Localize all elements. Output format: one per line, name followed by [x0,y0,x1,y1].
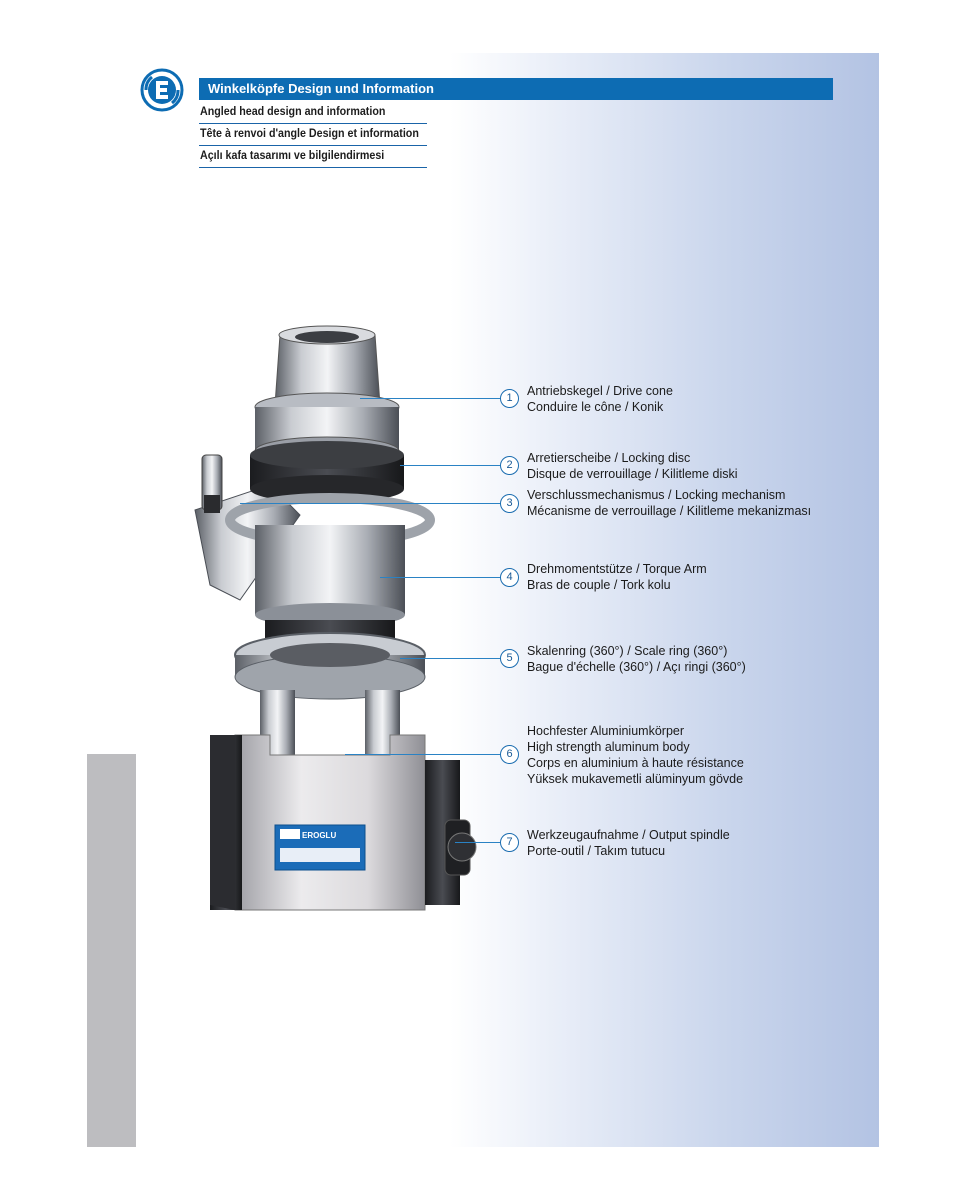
subtitle-french [199,125,427,146]
leader-line-4 [380,577,500,578]
callout-number-7: 7 [500,833,519,852]
eroglu-logo-icon [140,68,184,112]
leader-line-2 [400,465,500,466]
callout-number-2: 2 [500,456,519,475]
background-gradient-panel [450,53,879,1147]
leader-line-1 [360,398,500,399]
callout-number-4: 4 [500,568,519,587]
callout-line: Bague d'échelle (360°) / Açı ringi (360°) [527,660,746,674]
callout-line: Porte-outil / Takım tutucu [527,844,666,858]
callout-label-drive-cone [527,383,673,415]
subtitle-turkish-text: Açılı kafa tasarımı ve bilgilendirmesi [200,150,385,162]
callout-label-scale-ring [527,643,746,675]
subtitle-english [199,103,427,124]
callout-number-1: 1 [500,389,519,408]
leader-line-5 [400,658,500,659]
callout-line: Mécanisme de verrouillage / Kilitleme mekanizması [527,504,812,518]
leader-line-3 [240,503,500,504]
callout-line: High strength aluminum body [527,740,690,754]
callout-line: Werkzeugaufnahme / Output spindle [527,828,730,842]
callout-label-aluminum-body [527,723,744,787]
subtitle-english-text: Angled head design and information [200,106,386,118]
callout-label-output-spindle [527,827,730,859]
callout-number-3: 3 [500,494,519,513]
subtitle-french-text: Tête à renvoi d'angle Design et information [200,128,419,140]
callout-line: Verschlussmechanismus / Locking mechanism [527,488,786,502]
callout-line: Drehmomentstütze / Torque Arm [527,562,707,576]
callout-line: Bras de couple / Tork kolu [527,578,671,592]
callout-label-locking-disc [527,450,738,482]
callout-label-torque-arm [527,561,707,593]
page-title: Winkelköpfe Design und Information [208,81,434,96]
leader-line-6 [345,754,500,755]
callout-line: Corps en aluminium à haute résistance [527,756,744,770]
callout-number-6: 6 [500,745,519,764]
callout-line: Disque de verrouillage / Kilitleme diski [527,467,738,481]
callout-line: Conduire le cône / Konik [527,400,664,414]
callout-line: Yüksek mukavemetli alüminyum gövde [527,772,744,786]
callout-number-5: 5 [500,649,519,668]
callout-line: Skalenring (360°) / Scale ring (360°) [527,644,728,658]
leader-line-7 [455,842,500,843]
callout-line: Antriebskegel / Drive cone [527,384,673,398]
callout-label-locking-mechanism [527,487,811,519]
callout-line: Arretierscheibe / Locking disc [527,451,691,465]
side-gray-bar [87,754,136,1147]
callout-line: Hochfester Aluminiumkörper [527,724,685,738]
header-title-bar [199,78,833,100]
angled-head-illustration [180,315,480,925]
subtitle-turkish [199,147,427,168]
product-plate-brand: EROGLU [302,831,337,840]
